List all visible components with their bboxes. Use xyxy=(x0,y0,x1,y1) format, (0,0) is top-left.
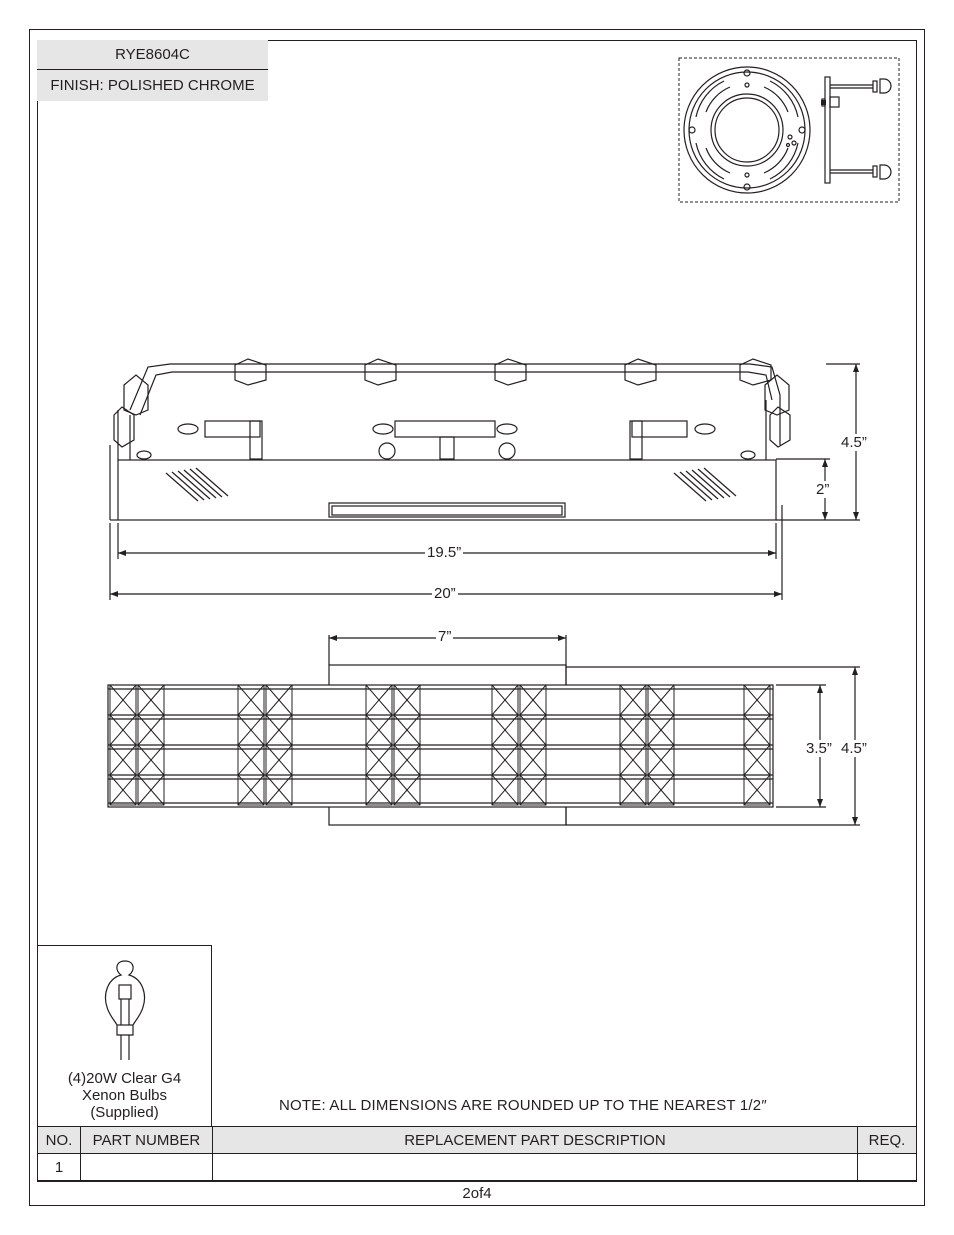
mounting-plate-detail xyxy=(678,57,900,203)
table-header-row xyxy=(38,1127,917,1154)
bulb-caption-line1: (4)20W Clear G4 xyxy=(67,1070,182,1087)
column-header-part-number: PART NUMBER xyxy=(80,1127,212,1154)
fixture-body xyxy=(118,460,776,520)
replacement-parts-table xyxy=(37,1126,917,1181)
dimension-depth-large: 4.5” xyxy=(841,740,867,757)
page-number: 2of4 xyxy=(462,1185,492,1202)
row-part-number xyxy=(80,1154,212,1181)
model-number: RYE8604C xyxy=(37,40,268,70)
row-req xyxy=(858,1154,917,1181)
bulb-caption xyxy=(37,1070,212,1121)
dimension-body-width: 19.5” xyxy=(427,544,462,561)
crossbar-plate-drawing xyxy=(684,67,810,193)
g4-bulb-icon xyxy=(95,955,155,1065)
row-no: 1 xyxy=(38,1154,81,1181)
crystal-frame-outline xyxy=(130,364,780,445)
dimension-overall-height: 4.5” xyxy=(841,434,867,451)
column-header-req: REQ. xyxy=(858,1127,917,1154)
finish-label: FINISH: POLISHED CHROME xyxy=(37,70,268,101)
front-elevation-view xyxy=(100,355,890,610)
dimension-backplate-width: 7” xyxy=(438,628,452,645)
column-header-description: REPLACEMENT PART DESCRIPTION xyxy=(212,1127,857,1154)
top-plan-view xyxy=(100,625,890,835)
vent-slots-left xyxy=(166,468,228,501)
sockets xyxy=(137,421,755,459)
table-row xyxy=(38,1154,917,1181)
column-header-no: NO. xyxy=(38,1127,81,1154)
dimension-depth-small: 3.5” xyxy=(806,740,832,757)
bulb-caption-line2: Xenon Bulbs xyxy=(81,1087,168,1104)
dimension-body-height: 2” xyxy=(816,481,830,498)
bulb-caption-line3: (Supplied) xyxy=(90,1104,159,1121)
row-description xyxy=(212,1154,857,1181)
dimension-overall-width: 20” xyxy=(434,585,456,602)
dimension-note: NOTE: ALL DIMENSIONS ARE ROUNDED UP TO THE NEAREST 1/2″ xyxy=(279,1097,767,1114)
vent-slots-right xyxy=(674,468,736,501)
mounting-screws-side-view xyxy=(822,77,891,183)
